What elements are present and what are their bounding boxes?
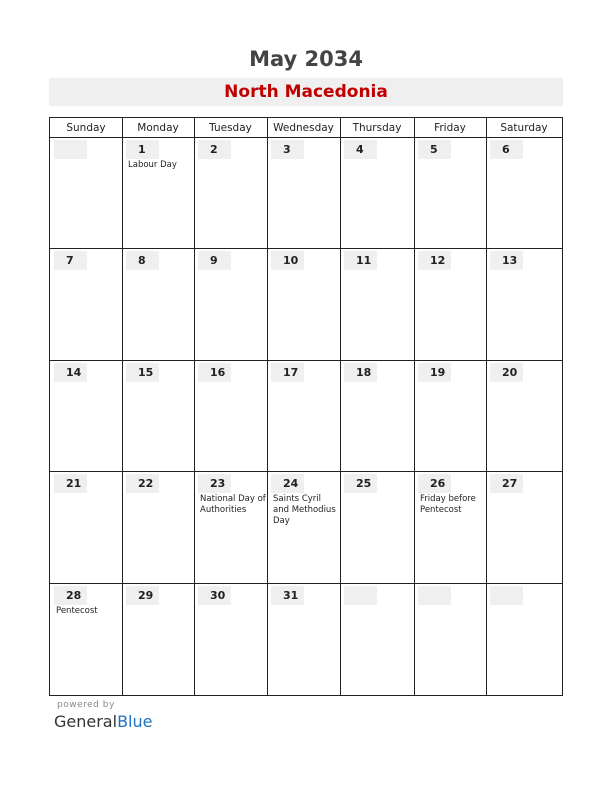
day-cell[interactable] xyxy=(415,249,486,359)
day-number: 22 xyxy=(126,474,159,493)
day-cell[interactable] xyxy=(51,472,122,582)
day-number: 3 xyxy=(271,140,304,159)
weekday-header: Tuesday xyxy=(194,118,267,138)
weekday-header: Saturday xyxy=(486,118,562,138)
holiday-label: Labour Day xyxy=(128,160,177,170)
calendar-grid xyxy=(49,117,563,696)
holiday-label: Pentecost xyxy=(56,606,98,616)
country-name: North Macedonia xyxy=(224,82,388,102)
day-cell[interactable] xyxy=(123,138,194,248)
day-cell[interactable] xyxy=(415,138,486,248)
day-cell[interactable] xyxy=(195,138,267,248)
day-number: 24 xyxy=(271,474,304,493)
day-cell[interactable] xyxy=(268,249,340,359)
holiday-label: Friday before Pentecost xyxy=(420,494,476,515)
day-cell[interactable] xyxy=(268,472,340,582)
day-cell[interactable] xyxy=(268,138,340,248)
day-number: 13 xyxy=(490,251,523,270)
day-cell[interactable] xyxy=(415,472,486,582)
day-number: 17 xyxy=(271,363,304,382)
day-number: 19 xyxy=(418,363,451,382)
day-cell[interactable] xyxy=(51,361,122,471)
day-number: 14 xyxy=(54,363,87,382)
day-cell[interactable] xyxy=(268,584,340,694)
day-cell[interactable] xyxy=(487,584,562,694)
day-number: 18 xyxy=(344,363,377,382)
day-number: 12 xyxy=(418,251,451,270)
weekday-header: Thursday xyxy=(340,118,414,138)
day-cell[interactable] xyxy=(51,249,122,359)
day-cell[interactable] xyxy=(195,584,267,694)
day-cell[interactable] xyxy=(341,249,414,359)
day-number xyxy=(344,586,377,605)
day-cell[interactable] xyxy=(123,361,194,471)
day-cell[interactable] xyxy=(487,249,562,359)
day-number: 30 xyxy=(198,586,231,605)
day-cell[interactable] xyxy=(415,361,486,471)
brand-blue: Blue xyxy=(117,712,153,731)
day-number: 10 xyxy=(271,251,304,270)
day-number: 11 xyxy=(344,251,377,270)
day-number: 25 xyxy=(344,474,377,493)
day-number: 7 xyxy=(54,251,87,270)
day-number: 9 xyxy=(198,251,231,270)
day-number: 23 xyxy=(198,474,231,493)
holiday-label: Saints Cyril and Methodius Day xyxy=(273,494,336,526)
day-number: 20 xyxy=(490,363,523,382)
day-number: 26 xyxy=(418,474,451,493)
day-cell[interactable] xyxy=(123,249,194,359)
day-number xyxy=(54,140,87,159)
day-cell[interactable] xyxy=(341,584,414,694)
day-cell[interactable] xyxy=(487,472,562,582)
day-number: 5 xyxy=(418,140,451,159)
day-number: 2 xyxy=(198,140,231,159)
day-number: 28 xyxy=(54,586,87,605)
weekday-header: Wednesday xyxy=(267,118,340,138)
day-cell[interactable] xyxy=(415,584,486,694)
country-band xyxy=(49,78,563,106)
holiday-label: National Day of Authorities xyxy=(200,494,266,515)
day-cell[interactable] xyxy=(123,472,194,582)
generalblue-logo[interactable] xyxy=(54,712,152,731)
day-cell[interactable] xyxy=(51,584,122,694)
day-number: 27 xyxy=(490,474,523,493)
day-cell[interactable] xyxy=(341,138,414,248)
day-number: 8 xyxy=(126,251,159,270)
day-cell[interactable] xyxy=(341,472,414,582)
day-cell[interactable] xyxy=(51,138,122,248)
brand-general: General xyxy=(54,712,118,731)
day-number: 6 xyxy=(490,140,523,159)
day-number: 15 xyxy=(126,363,159,382)
day-cell[interactable] xyxy=(268,361,340,471)
day-number: 21 xyxy=(54,474,87,493)
day-cell[interactable] xyxy=(487,361,562,471)
day-number: 31 xyxy=(271,586,304,605)
day-number: 4 xyxy=(344,140,377,159)
powered-by-label: powered by xyxy=(57,700,115,710)
day-cell[interactable] xyxy=(195,361,267,471)
day-number: 16 xyxy=(198,363,231,382)
day-cell[interactable] xyxy=(123,584,194,694)
weekday-header: Sunday xyxy=(50,118,122,138)
weekday-header: Friday xyxy=(414,118,486,138)
day-cell[interactable] xyxy=(195,249,267,359)
day-cell[interactable] xyxy=(341,361,414,471)
day-number xyxy=(418,586,451,605)
day-cell[interactable] xyxy=(195,472,267,582)
day-number: 1 xyxy=(126,140,159,159)
weekday-header: Monday xyxy=(122,118,194,138)
day-cell[interactable] xyxy=(487,138,562,248)
day-number: 29 xyxy=(126,586,159,605)
calendar-title: May 2034 xyxy=(249,47,363,71)
day-number xyxy=(490,586,523,605)
